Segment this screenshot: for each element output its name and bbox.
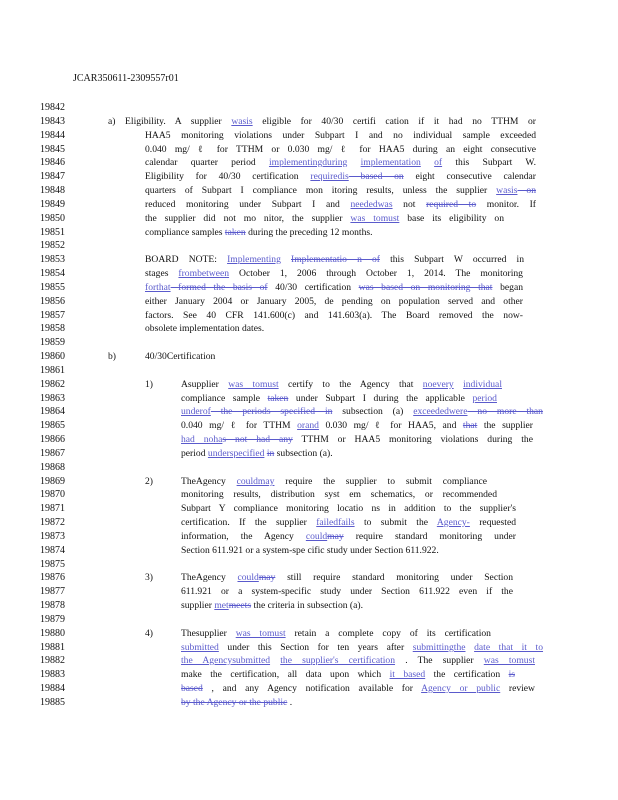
line-number: 19883 xyxy=(40,669,65,680)
subsection-b-label: b) xyxy=(108,351,116,362)
text-line: information, the Agency couldmay require standard monitoring under xyxy=(181,531,516,542)
text-line: monitoring results, distribution syst em schematics, or recommended xyxy=(181,489,497,500)
item-label: 1) xyxy=(145,379,153,390)
line-number: 19842 xyxy=(40,102,65,113)
line-number: 19849 xyxy=(40,199,65,210)
line-number: 19850 xyxy=(40,213,65,224)
text-line: forthat formed the basis of 40/30 certification was based on monitoring that began xyxy=(145,282,523,293)
line-number: 19860 xyxy=(40,351,65,362)
text-line: Asupplier was tomust certify to the Agency that noevery individual xyxy=(181,379,502,390)
line-number: 19879 xyxy=(40,614,65,625)
line-number: 19861 xyxy=(40,365,65,376)
text-line: submitted under this Section for ten years after submittingthe date that it to xyxy=(181,642,544,653)
line-number: 19857 xyxy=(40,310,65,321)
line-number: 19845 xyxy=(40,144,65,155)
text-line: had nohas not had any TTHM or HAA5 monitoring violations during the xyxy=(181,434,533,445)
text-line: reduced monitoring under Subpart I and neededwas not required to monitor. If xyxy=(145,199,537,210)
line-number: 19871 xyxy=(40,503,65,514)
line-number: 19869 xyxy=(40,476,65,487)
line-number: 19885 xyxy=(40,697,65,708)
line-number: 19846 xyxy=(40,157,65,168)
line-number: 19874 xyxy=(40,545,65,556)
line-number: 19844 xyxy=(40,130,65,141)
text-line: HAA5 monitoring violations under Subpart I and no individual sample exceeded xyxy=(145,130,536,141)
text-line: the Agencysubmitted the supplier's certification . The supplier was tomust xyxy=(181,655,535,666)
line-number: 19862 xyxy=(40,379,65,390)
line-number: 19880 xyxy=(40,628,65,639)
text-line: 0.040 mg/ ℓ for TTHM or 0.030 mg/ ℓ for HAA5 during an eight consecutive xyxy=(145,144,536,155)
text-line: either January 2004 or January 2005, de pending on population served and other xyxy=(145,296,523,307)
line-number: 19867 xyxy=(40,448,65,459)
text-line: the supplier did not mo nitor, the supplier was tomust base its eligibility on xyxy=(145,213,504,224)
line-number: 19865 xyxy=(40,420,65,431)
text-line: Eligibility for 40/30 certification requiredis based on eight consecutive calendar xyxy=(145,171,536,182)
item-label: 3) xyxy=(145,572,153,583)
text-line: certification. If the supplier failedfails to submit the Agency- requested xyxy=(181,517,516,528)
text-line: compliance sample taken under Subpart I during the applicable period xyxy=(181,393,497,404)
text-line: by the Agency or the public . xyxy=(181,697,293,708)
line-number: 19848 xyxy=(40,185,65,196)
line-number: 19854 xyxy=(40,268,65,279)
text-line: Subpart Y compliance monitoring locatio ns in addition to the supplier's xyxy=(181,503,516,514)
line-number: 19866 xyxy=(40,434,65,445)
text-line: obsolete implementation dates. xyxy=(145,323,265,334)
text-line: TheAgency couldmay require the supplier to submit compliance xyxy=(181,476,488,487)
text-line: Thesupplier was tomust retain a complete copy of its certification xyxy=(181,628,491,639)
line-number: 19884 xyxy=(40,683,65,694)
text-line: 0.040 mg/ ℓ for TTHM orand 0.030 mg/ ℓ for HAA5, and that the supplier xyxy=(181,420,533,431)
text-line: Section 611.921 or a system-spe cific study under Section 611.922. xyxy=(181,545,439,556)
document-id: JCAR350611-2309557r01 xyxy=(73,73,179,84)
text-line: TheAgency couldmay still require standard monitoring under Section xyxy=(181,572,513,583)
line-number: 19856 xyxy=(40,296,65,307)
line-number: 19847 xyxy=(40,171,65,182)
text-line: a) Eligibility. A supplier wasis eligible for 40/30 certifi cation if it had no TTHM or xyxy=(108,116,537,127)
line-number: 19853 xyxy=(40,254,65,265)
line-number: 19868 xyxy=(40,462,65,473)
line-number: 19858 xyxy=(40,323,65,334)
line-number: 19851 xyxy=(40,227,65,238)
text-line: quarters of Subpart I compliance mon itoring results, unless the supplier wasis on xyxy=(145,185,536,196)
text-line: 611.921 or a system-specific study under Section 611.922 even if the xyxy=(181,586,513,597)
item-label: 2) xyxy=(145,476,153,487)
subsection-b-title: 40/30Certification xyxy=(145,351,216,362)
line-number: 19870 xyxy=(40,489,65,500)
line-number: 19881 xyxy=(40,642,65,653)
text-line: based , and any Agency notification available for Agency or public review xyxy=(181,683,535,694)
line-number: 19843 xyxy=(40,116,65,127)
text-line: calendar quarter period implementingduring implementation of this Subpart W. xyxy=(145,157,537,168)
text-line: supplier metmeets the criteria in subsection (a). xyxy=(181,600,363,611)
line-number: 19878 xyxy=(40,600,65,611)
text-line: make the certification, all data upon which it based the certification is xyxy=(181,669,515,680)
line-number: 19872 xyxy=(40,517,65,528)
text-line: BOARD NOTE: Implementing Implementatio n of this Subpart W occurred in xyxy=(145,254,524,265)
text-line: compliance samples taken during the preceding 12 months. xyxy=(145,227,373,238)
line-number: 19876 xyxy=(40,572,65,583)
line-number: 19863 xyxy=(40,393,65,404)
text-line: period underspecified in subsection (a). xyxy=(181,448,333,459)
text-line: factors. See 40 CFR 141.600(c) and 141.603(a). The Board removed the now- xyxy=(145,310,523,321)
line-number: 19855 xyxy=(40,282,65,293)
line-number: 19859 xyxy=(40,337,65,348)
line-number: 19877 xyxy=(40,586,65,597)
item-label: 4) xyxy=(145,628,153,639)
text-line: underof the periods specified in subsection (a) exceededwere no more than xyxy=(181,406,543,417)
text-line: stages frombetween October 1, 2006 through October 1, 2014. The monitoring xyxy=(145,268,523,279)
line-number: 19852 xyxy=(40,240,65,251)
line-number: 19864 xyxy=(40,406,65,417)
line-number: 19882 xyxy=(40,655,65,666)
line-number: 19873 xyxy=(40,531,65,542)
line-number: 19875 xyxy=(40,559,65,570)
